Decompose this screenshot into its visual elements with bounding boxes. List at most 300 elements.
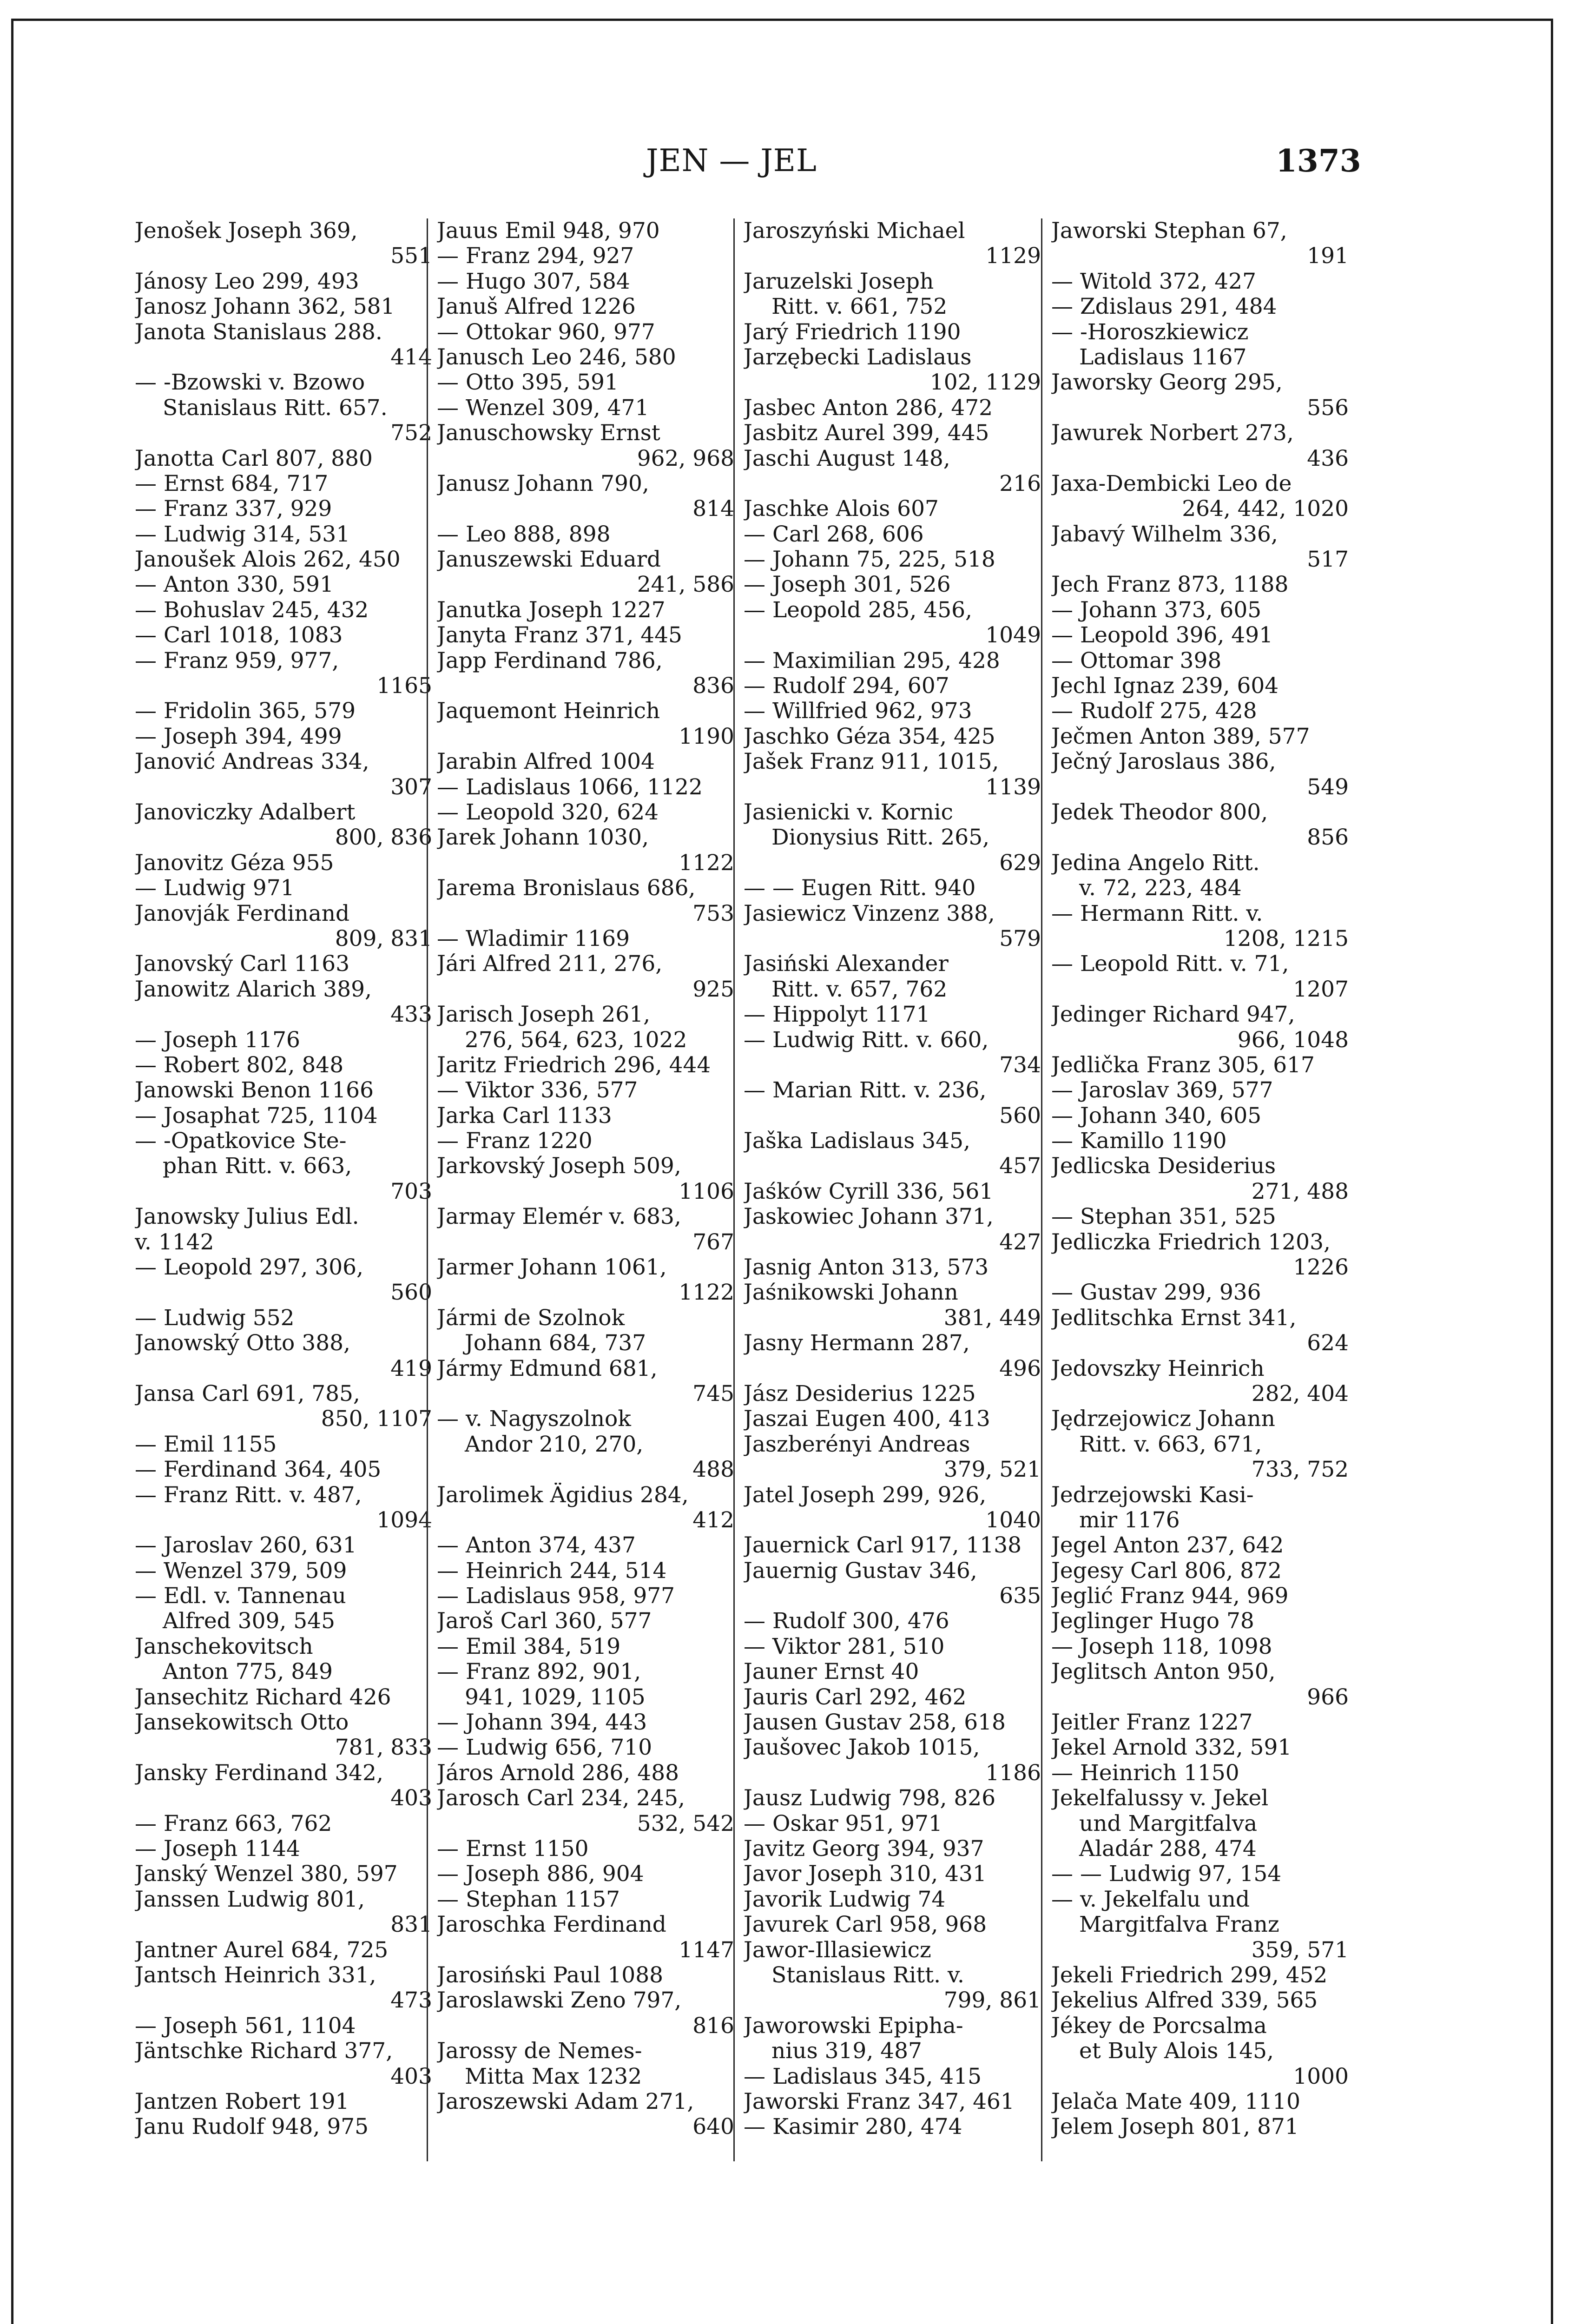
index-entry: Jedlička Franz 305, 617 xyxy=(1051,1052,1315,1078)
index-entry: 517 xyxy=(1307,547,1349,573)
index-entry: Ritt. v. 661, 752 xyxy=(771,294,948,320)
index-entry: 1226 xyxy=(1293,1255,1349,1281)
index-entry: — Carl 268, 606 xyxy=(744,522,924,547)
index-entry: Jarossy de Nemes- xyxy=(437,2039,642,2064)
column-rule xyxy=(427,218,428,2161)
index-entry: Janschekovitsch xyxy=(135,1634,313,1659)
index-entry: 1040 xyxy=(985,1507,1041,1533)
index-entry: — Joseph 394, 499 xyxy=(135,724,342,749)
index-entry: — Joseph 561, 1104 xyxy=(135,2013,356,2039)
index-entry: 427 xyxy=(999,1229,1041,1255)
index-entry: Jedina Angelo Ritt. xyxy=(1051,850,1260,876)
index-entry: Jeglinger Hugo 78 xyxy=(1051,1609,1254,1634)
index-entry: Jabavý Wilhelm 336, xyxy=(1051,522,1278,547)
index-entry: 191 xyxy=(1307,244,1349,269)
index-entry: Jaruzelski Joseph xyxy=(744,269,934,294)
index-entry: Janowský Otto 388, xyxy=(135,1331,350,1356)
index-entry: 640 xyxy=(692,2114,734,2140)
index-entry: 733, 752 xyxy=(1251,1457,1349,1483)
index-entry: 1106 xyxy=(679,1179,734,1204)
index-entry: — Hermann Ritt. v. xyxy=(1051,901,1263,926)
index-entry: Jäntschke Richard 377, xyxy=(135,2039,393,2064)
index-entry: Janota Stanislaus 288. xyxy=(135,319,382,345)
index-entry: Jaworski Franz 347, 461 xyxy=(744,2089,1015,2114)
index-entry: et Buly Alois 145, xyxy=(1079,2039,1274,2064)
index-entry: Jarabin Alfred 1004 xyxy=(437,749,655,775)
index-entry: 560 xyxy=(999,1103,1041,1129)
index-entry: 403 xyxy=(390,1786,432,1811)
index-entry: 703 xyxy=(390,1179,432,1204)
index-column-1 xyxy=(135,218,432,2140)
index-entry: Jaworowski Epipha- xyxy=(744,2013,963,2039)
index-entry: Jarmay Elemér v. 683, xyxy=(437,1204,681,1230)
index-entry: — Leopold 297, 306, xyxy=(135,1255,363,1281)
index-column-4 xyxy=(1051,218,1349,2140)
index-entry: — Viktor 281, 510 xyxy=(744,1634,945,1659)
index-entry: — Emil 1155 xyxy=(135,1432,277,1457)
index-entry: — Leopold 285, 456, xyxy=(744,597,972,623)
index-entry: Jausz Ludwig 798, 826 xyxy=(744,1786,996,1811)
index-entry: Jarosiński Paul 1088 xyxy=(437,1962,664,1988)
index-entry: 457 xyxy=(999,1154,1041,1179)
index-entry: — Hugo 307, 584 xyxy=(437,269,630,294)
index-entry: Ječný Jaroslaus 386, xyxy=(1051,749,1276,775)
index-entry: Jantner Aurel 684, 725 xyxy=(135,1937,389,1963)
index-entry: Jaxa-Dembicki Leo de xyxy=(1051,471,1292,496)
index-entry: Janu Rudolf 948, 975 xyxy=(135,2114,369,2140)
index-entry: 925 xyxy=(692,977,734,1002)
index-entry: Jasny Hermann 287, xyxy=(744,1331,970,1356)
index-entry: — -Bzowski v. Bzowo xyxy=(135,370,365,396)
index-entry: 1000 xyxy=(1293,2064,1349,2089)
index-entry: 102, 1129 xyxy=(929,370,1041,396)
index-entry: 216 xyxy=(999,471,1041,496)
index-entry: — Leopold 320, 624 xyxy=(437,799,659,825)
index-entry: v. 72, 223, 484 xyxy=(1079,876,1242,901)
index-entry: — Viktor 336, 577 xyxy=(437,1078,638,1103)
index-entry: 282, 404 xyxy=(1251,1381,1349,1406)
index-entry: Januš Alfred 1226 xyxy=(437,294,636,320)
index-entry: Jeglitsch Anton 950, xyxy=(1051,1659,1276,1685)
index-entry: — Ladislaus 345, 415 xyxy=(744,2064,982,2089)
index-entry: 412 xyxy=(692,1507,734,1533)
index-entry: — Oskar 951, 971 xyxy=(744,1811,942,1836)
index-entry: 241, 586 xyxy=(637,572,734,598)
index-entry: 379, 521 xyxy=(943,1457,1041,1483)
index-entry: Jauernig Gustav 346, xyxy=(744,1558,977,1584)
index-entry: Janský Wenzel 380, 597 xyxy=(135,1862,398,1887)
index-entry: Javorik Ludwig 74 xyxy=(744,1887,946,1912)
index-entry: 1122 xyxy=(679,850,734,876)
index-entry: 629 xyxy=(999,850,1041,876)
index-entry: Janosz Johann 362, 581 xyxy=(135,294,395,320)
index-entry: 799, 861 xyxy=(943,1988,1041,2014)
index-entry: — Ferdinand 364, 405 xyxy=(135,1457,382,1483)
index-entry: 1208, 1215 xyxy=(1223,926,1349,951)
index-entry: Jatel Joseph 299, 926, xyxy=(744,1482,987,1508)
index-entry: 809, 831 xyxy=(335,926,432,951)
index-entry: Janssen Ludwig 801, xyxy=(135,1887,365,1912)
index-entry: Jedlitschka Ernst 341, xyxy=(1051,1305,1297,1331)
index-entry: 850, 1107 xyxy=(321,1406,432,1432)
index-entry: Jaroszewski Adam 271, xyxy=(437,2089,694,2114)
index-entry: Jarosch Carl 234, 245, xyxy=(437,1786,685,1811)
index-entry: 781, 833 xyxy=(335,1735,432,1761)
index-entry: Jawor-Illasiewicz xyxy=(744,1937,931,1963)
index-entry: 579 xyxy=(999,926,1041,951)
index-entry: — Leopold Ritt. v. 71, xyxy=(1051,951,1289,977)
index-entry: 1147 xyxy=(679,1937,734,1963)
index-entry: 419 xyxy=(390,1356,432,1381)
index-entry: — Ottokar 960, 977 xyxy=(437,319,655,345)
index-entry: Jaroschka Ferdinand xyxy=(437,1912,666,1938)
index-entry: Janovský Carl 1163 xyxy=(135,951,350,977)
index-entry: Jaśków Cyrill 336, 561 xyxy=(744,1179,994,1204)
index-entry: 1139 xyxy=(985,774,1041,800)
index-entry: Japp Ferdinand 786, xyxy=(437,648,663,673)
index-entry: — Leo 888, 898 xyxy=(437,522,611,547)
index-entry: Jansa Carl 691, 785, xyxy=(135,1381,360,1406)
index-entry: — Joseph 1144 xyxy=(135,1836,300,1862)
index-entry: — — Ludwig 97, 154 xyxy=(1051,1862,1282,1887)
index-column-2 xyxy=(437,218,734,2140)
index-entry: 831 xyxy=(390,1912,432,1938)
index-entry: — Marian Ritt. v. 236, xyxy=(744,1078,987,1103)
index-entry: 414 xyxy=(390,344,432,370)
index-entry: Jelača Mate 409, 1110 xyxy=(1051,2089,1300,2114)
index-entry: — Willfried 962, 973 xyxy=(744,699,972,724)
index-entry: Jekeli Friedrich 299, 452 xyxy=(1051,1962,1328,1988)
index-entry: Jedlicska Desiderius xyxy=(1051,1154,1276,1179)
index-entry: — — Eugen Ritt. 940 xyxy=(744,876,976,901)
index-entry: — Robert 802, 848 xyxy=(135,1052,344,1078)
index-entry: 433 xyxy=(390,1002,432,1028)
index-entry: 549 xyxy=(1307,774,1349,800)
index-entry: Janyta Franz 371, 445 xyxy=(437,623,682,648)
page-header xyxy=(0,138,1575,184)
index-entry: und Margitfalva xyxy=(1079,1811,1258,1836)
index-entry: Jauris Carl 292, 462 xyxy=(744,1684,967,1710)
index-entry: Jasienicki v. Kornic xyxy=(744,799,953,825)
index-entry: — Maximilian 295, 428 xyxy=(744,648,1000,673)
index-entry: Jaroszyński Michael xyxy=(744,218,965,244)
index-entry: — Heinrich 1150 xyxy=(1051,1760,1239,1786)
column-rule xyxy=(1041,218,1042,2161)
index-entry: Ritt. v. 657, 762 xyxy=(771,977,948,1002)
index-entry: — Ludwig 552 xyxy=(135,1305,295,1331)
index-entry: — Jaroslav 369, 577 xyxy=(1051,1078,1273,1103)
index-entry: 359, 571 xyxy=(1251,1937,1349,1963)
index-entry: v. 1142 xyxy=(135,1229,214,1255)
index-entry: — Jaroslav 260, 631 xyxy=(135,1533,357,1558)
index-entry: 962, 968 xyxy=(637,446,734,471)
index-entry: 403 xyxy=(390,2064,432,2089)
index-entry: 560 xyxy=(390,1280,432,1306)
index-entry: 436 xyxy=(1307,446,1349,471)
index-entry: Jaquemont Heinrich xyxy=(437,699,660,724)
index-entry: — Franz Ritt. v. 487, xyxy=(135,1482,362,1508)
index-entry: — Rudolf 300, 476 xyxy=(744,1609,949,1634)
index-entry: 473 xyxy=(390,1988,432,2014)
index-entry: — Joseph 301, 526 xyxy=(744,572,951,598)
index-entry: — Leopold 396, 491 xyxy=(1051,623,1273,648)
index-entry: — Ludwig 971 xyxy=(135,876,295,901)
index-entry: — Emil 384, 519 xyxy=(437,1634,621,1659)
index-entry: Janovják Ferdinand xyxy=(135,901,350,926)
index-entry: Jaszai Eugen 400, 413 xyxy=(744,1406,990,1432)
index-entry: — Johann 75, 225, 518 xyxy=(744,547,995,573)
index-entry: Jekelfalussy v. Jekel xyxy=(1051,1786,1269,1811)
index-entry: Janovitz Géza 955 xyxy=(135,850,334,876)
index-entry: Jechl Ignaz 239, 604 xyxy=(1051,673,1279,699)
index-entry: Jedinger Richard 947, xyxy=(1051,1002,1295,1028)
index-entry: — Joseph 118, 1098 xyxy=(1051,1634,1272,1659)
index-entry: Jarmer Johann 1061, xyxy=(437,1255,667,1281)
index-entry: Ladislaus 1167 xyxy=(1079,344,1247,370)
index-entry: Jaszberényi Andreas xyxy=(744,1432,970,1457)
index-entry: — -Opatkovice Ste- xyxy=(135,1129,347,1154)
index-entry: Javitz Georg 394, 937 xyxy=(744,1836,984,1862)
index-entry: Ječmen Anton 389, 577 xyxy=(1051,724,1310,749)
index-entry: — Wladimir 1169 xyxy=(437,926,630,951)
index-entry: — Ernst 684, 717 xyxy=(135,471,329,496)
index-entry: 814 xyxy=(692,496,734,522)
index-entry: 1094 xyxy=(376,1507,432,1533)
index-entry: Jaušovec Jakob 1015, xyxy=(744,1735,980,1761)
index-entry: Jánosy Leo 299, 493 xyxy=(135,269,359,294)
index-entry: Janotta Carl 807, 880 xyxy=(135,446,373,471)
index-entry: 752 xyxy=(390,421,432,446)
index-entry: — Ladislaus 1066, 1122 xyxy=(437,774,703,800)
page-number: 1373 xyxy=(1276,143,1361,179)
index-entry: — Wenzel 309, 471 xyxy=(437,395,649,421)
index-entry: Janutka Joseph 1227 xyxy=(437,597,666,623)
index-entry: Jasiewicz Vinzenz 388, xyxy=(744,901,995,926)
index-entry: — Rudolf 275, 428 xyxy=(1051,699,1257,724)
index-entry: Jaritz Friedrich 296, 444 xyxy=(437,1052,711,1078)
index-entry: — Franz 337, 929 xyxy=(135,496,332,522)
index-entry: Johann 684, 737 xyxy=(465,1331,646,1356)
index-entry: Jeitler Franz 1227 xyxy=(1051,1710,1253,1736)
index-entry: Jausen Gustav 258, 618 xyxy=(744,1710,1006,1736)
index-entry: Dionysius Ritt. 265, xyxy=(771,825,990,851)
index-entry: — Johann 373, 605 xyxy=(1051,597,1262,623)
index-entry: — Heinrich 244, 514 xyxy=(437,1558,667,1584)
index-entry: Jármi de Szolnok xyxy=(437,1305,625,1331)
index-entry: Jármy Edmund 681, xyxy=(437,1356,658,1381)
index-entry: Janowski Benon 1166 xyxy=(135,1078,374,1103)
index-entry: — Fridolin 365, 579 xyxy=(135,699,356,724)
index-entry: 488 xyxy=(692,1457,734,1483)
index-entry: Jaroslawski Zeno 797, xyxy=(437,1988,682,2014)
index-entry: Jarolimek Ägidius 284, xyxy=(437,1482,689,1508)
index-entry: 800, 836 xyxy=(335,825,432,851)
index-entry: — Franz 892, 901, xyxy=(437,1659,641,1685)
index-entry: phan Ritt. v. 663, xyxy=(163,1154,352,1179)
index-entry: 624 xyxy=(1307,1331,1349,1356)
index-entry: 745 xyxy=(692,1381,734,1406)
index-entry: Jasiński Alexander xyxy=(744,951,949,977)
index-entry: Ritt. v. 663, 671, xyxy=(1079,1432,1262,1457)
index-entry: 1129 xyxy=(985,244,1041,269)
index-entry: — v. Jekelfalu und xyxy=(1051,1887,1250,1912)
index-entry: Janović Andreas 334, xyxy=(135,749,369,775)
index-entry: Jasbec Anton 286, 472 xyxy=(744,395,993,421)
index-entry: — Josaphat 725, 1104 xyxy=(135,1103,378,1129)
index-entry: — Anton 374, 437 xyxy=(437,1533,636,1558)
index-entry: Jech Franz 873, 1188 xyxy=(1051,572,1289,598)
index-entry: Janusch Leo 246, 580 xyxy=(437,344,676,370)
index-entry: — Ladislaus 958, 977 xyxy=(437,1584,675,1609)
index-entry: Jarisch Joseph 261, xyxy=(437,1002,651,1028)
index-entry: Jaworsky Georg 295, xyxy=(1051,370,1283,396)
index-entry: Januszewski Eduard xyxy=(437,547,661,573)
index-entry: — Carl 1018, 1083 xyxy=(135,623,343,648)
index-entry: Jarzębecki Ladislaus xyxy=(744,344,972,370)
index-entry: 1190 xyxy=(679,724,734,749)
index-entry: Andor 210, 270, xyxy=(465,1432,644,1457)
index-entry: Jauus Emil 948, 970 xyxy=(437,218,660,244)
index-entry: 856 xyxy=(1307,825,1349,851)
index-entry: Jedrzejowski Kasi- xyxy=(1051,1482,1254,1508)
column-rule xyxy=(733,218,735,2161)
index-entry: 1186 xyxy=(985,1760,1041,1786)
index-entry: — Ludwig Ritt. v. 660, xyxy=(744,1027,989,1053)
index-entry: Jansekowitsch Otto xyxy=(135,1710,349,1736)
index-entry: — Otto 395, 591 xyxy=(437,370,619,396)
index-entry: — Anton 330, 591 xyxy=(135,572,334,598)
index-entry: — Stephan 1157 xyxy=(437,1887,620,1912)
index-entry: 271, 488 xyxy=(1251,1179,1349,1204)
index-entry: Javurek Carl 958, 968 xyxy=(744,1912,987,1938)
index-entry: — Ernst 1150 xyxy=(437,1836,589,1862)
index-entry: Jaschko Géza 354, 425 xyxy=(744,724,995,749)
index-entry: Jarema Bronislaus 686, xyxy=(437,876,696,901)
index-entry: Jarý Friedrich 1190 xyxy=(744,319,961,345)
index-entry: Jelem Joseph 801, 871 xyxy=(1051,2114,1299,2140)
index-entry: Jenošek Joseph 369, xyxy=(135,218,358,244)
index-entry: Jegesy Carl 806, 872 xyxy=(1051,1558,1282,1584)
index-entry: Jaskowiec Johann 371, xyxy=(744,1204,994,1230)
index-entry: — Edl. v. Tannenau xyxy=(135,1584,346,1609)
index-entry: Stanislaus Ritt. 657. xyxy=(163,395,388,421)
index-entry: Janoviczky Adalbert xyxy=(135,799,356,825)
index-entry: 966, 1048 xyxy=(1237,1027,1349,1053)
index-entry: Anton 775, 849 xyxy=(163,1659,333,1685)
index-entry: — Gustav 299, 936 xyxy=(1051,1280,1261,1306)
index-entry: — Rudolf 294, 607 xyxy=(744,673,949,699)
index-entry: Jantzen Robert 191 xyxy=(135,2089,349,2114)
index-entry: — Ludwig 656, 710 xyxy=(437,1735,652,1761)
index-entry: Jaška Ladislaus 345, xyxy=(744,1129,970,1154)
index-entry: 532, 542 xyxy=(637,1811,734,1836)
index-entry: Alfred 309, 545 xyxy=(163,1609,335,1634)
index-entry: Jarek Johann 1030, xyxy=(437,825,649,851)
index-entry: Janowsky Julius Edl. xyxy=(135,1204,359,1230)
index-entry: Aladár 288, 474 xyxy=(1079,1836,1257,1862)
index-entry: Janowitz Alarich 389, xyxy=(135,977,372,1002)
index-entry: 836 xyxy=(692,673,734,699)
index-entry: 551 xyxy=(390,244,432,269)
index-entry: 264, 442, 1020 xyxy=(1182,496,1349,522)
index-entry: Janoušek Alois 262, 450 xyxy=(135,547,401,573)
index-entry: Jedliczka Friedrich 1203, xyxy=(1051,1229,1331,1255)
index-entry: mir 1176 xyxy=(1079,1507,1180,1533)
index-entry: Jaschi August 148, xyxy=(744,446,950,471)
index-entry: Jawurek Norbert 273, xyxy=(1051,421,1294,446)
index-entry: — Joseph 1176 xyxy=(135,1027,300,1053)
index-entry: 496 xyxy=(999,1356,1041,1381)
index-entry: Jauner Ernst 40 xyxy=(744,1659,919,1685)
index-entry: Jansechitz Richard 426 xyxy=(135,1684,391,1710)
index-entry: — Kasimir 280, 474 xyxy=(744,2114,962,2140)
index-entry: Janusz Johann 790, xyxy=(437,471,649,496)
index-entry: Jašek Franz 911, 1015, xyxy=(744,749,999,775)
index-entry: 635 xyxy=(999,1584,1041,1609)
index-entry: 767 xyxy=(692,1229,734,1255)
index-entry: — Kamillo 1190 xyxy=(1051,1129,1227,1154)
index-entry: — Joseph 886, 904 xyxy=(437,1862,644,1887)
index-entry: Jantsch Heinrich 331, xyxy=(135,1962,376,1988)
index-entry: Stanislaus Ritt. v. xyxy=(771,1962,964,1988)
index-entry: Jasbitz Aurel 399, 445 xyxy=(744,421,989,446)
index-entry: — Bohuslav 245, 432 xyxy=(135,597,369,623)
index-entry: Margitfalva Franz xyxy=(1079,1912,1279,1938)
index-column-3 xyxy=(744,218,1041,2140)
index-entry: 941, 1029, 1105 xyxy=(465,1684,646,1710)
index-entry: 556 xyxy=(1307,395,1349,421)
index-entry: — Johann 394, 443 xyxy=(437,1710,647,1736)
index-entry: Januschowsky Ernst xyxy=(437,421,660,446)
index-entry: 381, 449 xyxy=(943,1305,1041,1331)
index-entry: Jeglić Franz 944, 969 xyxy=(1051,1584,1289,1609)
index-entry: Mitta Max 1232 xyxy=(465,2064,642,2089)
index-entry: Jauernick Carl 917, 1138 xyxy=(744,1533,1022,1558)
index-entry: Jansky Ferdinand 342, xyxy=(135,1760,383,1786)
index-entry: — Franz 959, 977, xyxy=(135,648,339,673)
index-entry: Jegel Anton 237, 642 xyxy=(1051,1533,1284,1558)
index-entry: 1049 xyxy=(985,623,1041,648)
index-entry: Jász Desiderius 1225 xyxy=(744,1381,976,1406)
index-entry: Jékey de Porcsalma xyxy=(1051,2013,1267,2039)
running-head: JEN — JEL xyxy=(646,143,817,178)
index-entry: 1207 xyxy=(1293,977,1349,1002)
index-entry: 276, 564, 623, 1022 xyxy=(465,1027,687,1053)
index-entry: 734 xyxy=(999,1052,1041,1078)
index-entry: Jasnig Anton 313, 573 xyxy=(744,1255,989,1281)
index-entry: Jaworski Stephan 67, xyxy=(1051,218,1287,244)
index-entry: Jedek Theodor 800, xyxy=(1051,799,1268,825)
index-entry: Jaroš Carl 360, 577 xyxy=(437,1609,652,1634)
index-entry: — Franz 1220 xyxy=(437,1129,593,1154)
index-entry: — Franz 294, 927 xyxy=(437,244,634,269)
index-entry: Jarka Carl 1133 xyxy=(437,1103,612,1129)
index-entry: — Stephan 351, 525 xyxy=(1051,1204,1276,1230)
index-entry: — Zdislaus 291, 484 xyxy=(1051,294,1277,320)
index-entry: — Wenzel 379, 509 xyxy=(135,1558,347,1584)
index-entry: — -Horoszkiewicz xyxy=(1051,319,1249,345)
index-entry: — Johann 340, 605 xyxy=(1051,1103,1262,1129)
index-entry: 1122 xyxy=(679,1280,734,1306)
index-entry: 966 xyxy=(1307,1684,1349,1710)
index-entry: — Witold 372, 427 xyxy=(1051,269,1256,294)
index-entry: — Ludwig 314, 531 xyxy=(135,522,350,547)
index-entry: Jedovszky Heinrich xyxy=(1051,1356,1265,1381)
index-entry: 307 xyxy=(390,774,432,800)
index-entry: Jekel Arnold 332, 591 xyxy=(1051,1735,1292,1761)
index-entry: — Hippolyt 1171 xyxy=(744,1002,930,1028)
index-entry: Jędrzejowicz Johann xyxy=(1051,1406,1275,1432)
